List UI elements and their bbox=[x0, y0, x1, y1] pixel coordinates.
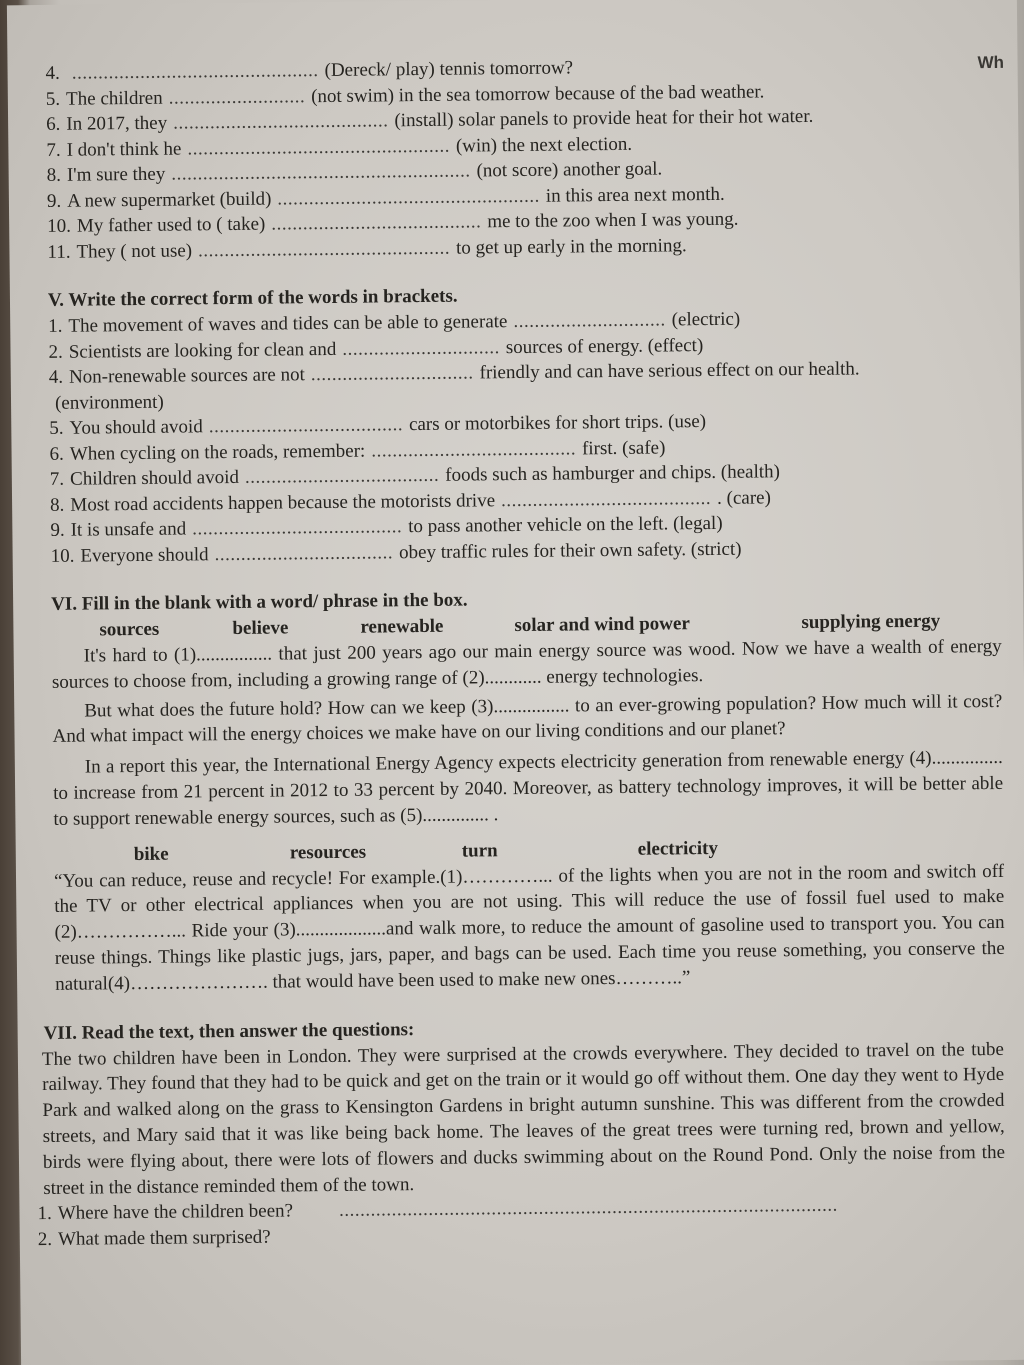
section-iv-exercise bbox=[45, 51, 997, 265]
section-v-exercise bbox=[48, 304, 1001, 569]
answer-blank[interactable]: ........................................ bbox=[500, 487, 712, 511]
item-text: I'm sure they bbox=[66, 163, 166, 186]
answer-blank[interactable]: ........................................ bbox=[192, 516, 403, 540]
item-text: A new supermarket (build) bbox=[67, 188, 272, 212]
item-number: 7. bbox=[49, 468, 65, 490]
item-text: Most road accidents happen because the motorists drive bbox=[70, 489, 496, 516]
item-text: It is unsafe and bbox=[70, 518, 187, 541]
box-word: believe bbox=[232, 617, 289, 639]
item-text-after: (electric) bbox=[671, 308, 741, 331]
item-number: 8. bbox=[50, 494, 65, 516]
item-text-after: foods such as hamburger and chips. (health) bbox=[445, 461, 781, 486]
answer-blank[interactable]: ............................. bbox=[513, 309, 666, 333]
box-word: bike bbox=[133, 843, 169, 865]
item-number: 10. bbox=[50, 545, 75, 567]
item-text-after: (install) solar panels to provide heat for their hot water. bbox=[394, 105, 814, 132]
item-text: You should avoid bbox=[69, 416, 203, 439]
item-text-after: (not swim) in the sea tomorrow because of the bad weather. bbox=[311, 80, 765, 107]
questions-list bbox=[37, 1191, 1007, 1252]
answer-blank[interactable]: .................................. bbox=[214, 541, 394, 565]
item-text: When cycling on the roads, remember: bbox=[69, 440, 366, 465]
answer-blank[interactable]: ..................................... bbox=[244, 464, 440, 488]
answer-blank[interactable]: ......................................... bbox=[173, 110, 389, 134]
question-number: 2. bbox=[37, 1228, 53, 1250]
section-v-heading: V. Write the correct form of the words in brackets. bbox=[47, 285, 458, 311]
item-text: In 2017, they bbox=[66, 112, 168, 135]
box-word: supplying energy bbox=[801, 610, 941, 634]
item-number: 6. bbox=[49, 443, 64, 465]
item-text-after: (not score) another goal. bbox=[476, 158, 663, 182]
item-number: 11. bbox=[47, 241, 71, 263]
answer-blank[interactable]: .................................................. bbox=[187, 135, 451, 159]
question-number: 1. bbox=[37, 1203, 52, 1225]
box-word: sources bbox=[99, 618, 160, 641]
passage-1-paragraph: But what does the future hold? How can we keep (3)................ to an ever-growing population? How much will it cost? And what impact will the energy choices we make have on our living conditions and our planet? bbox=[52, 690, 1003, 748]
item-number: 6. bbox=[46, 113, 61, 135]
item-number: 4. bbox=[45, 62, 60, 84]
worksheet-page bbox=[7, 0, 1024, 1365]
section-vi-heading: VI. Fill in the blank with a word/ phrase in the box. bbox=[51, 589, 468, 615]
item-text: They ( not use) bbox=[76, 239, 193, 263]
item-text-after: me to the zoo when I was young. bbox=[487, 208, 739, 233]
answer-blank[interactable]: ................................................ bbox=[197, 237, 451, 261]
item-text: The children bbox=[66, 87, 163, 110]
box-word: resources bbox=[289, 841, 367, 863]
box-word: renewable bbox=[360, 615, 444, 638]
item-text: My father used to ( take) bbox=[76, 213, 266, 237]
item-number: 2. bbox=[48, 341, 63, 363]
item-text: Non-renewable sources are not bbox=[68, 364, 305, 388]
item-text-after: cars or motorbikes for short trips. (use) bbox=[408, 411, 707, 436]
item-number: 9. bbox=[50, 519, 65, 541]
answer-blank[interactable]: ..................................... bbox=[208, 414, 404, 438]
item-number: 5. bbox=[49, 417, 64, 439]
answer-blank[interactable]: .......................... bbox=[168, 85, 306, 109]
box-word: turn bbox=[461, 839, 498, 862]
item-text-after: obey traffic rules for their own safety. (strict) bbox=[399, 538, 742, 563]
item-text: Everyone should bbox=[80, 543, 209, 567]
item-text: I don't think he bbox=[66, 138, 182, 161]
item-text-after: (Dereck/ play) tennis tomorrow? bbox=[324, 57, 574, 82]
item-text: Children should avoid bbox=[69, 466, 240, 490]
item-number: 5. bbox=[45, 88, 61, 110]
section-vii-heading: VII. Read the text, then answer the questions: bbox=[43, 1018, 415, 1044]
item-text-after: in this area next month. bbox=[545, 183, 725, 207]
item-text-after: friendly and can have serious effect on our health. bbox=[479, 358, 860, 384]
item-number: 8. bbox=[46, 164, 62, 186]
margin-note-text: Wh bbox=[977, 52, 1005, 73]
answer-blank[interactable]: ............................................... bbox=[71, 60, 319, 84]
item-number: 9. bbox=[46, 190, 62, 212]
answer-blank[interactable]: ........................................ bbox=[271, 211, 482, 235]
item-number: 4. bbox=[48, 366, 64, 388]
answer-blank[interactable]: ............................... bbox=[310, 362, 474, 386]
item-text-after: to get up early in the morning. bbox=[455, 234, 687, 259]
item-number: 1. bbox=[48, 315, 63, 337]
reading-passage: The two children have been in London. They were surprised at the crowds everywhere. They decided to travel on the tube railway. They found that they had to be quick and get on the train or it would go off without them. One day they went to Hyde Park and walked along on the grass to Kensington Gardens in bright autumn sunshine. This was different from the crowded streets, and Mary said that it was like being back home. The leaves of the great trees were turning red, brown and yellow, birds were flying about, there were lots of flowers and ducks swimming about on the Round Pond. Only the noise from the street in the distance reminded them of the town. bbox=[41, 1038, 1006, 1199]
passage-1-paragraph: It's hard to (1)................ that just 200 years ago our main energy source was wood. Now we have a wealth of energy sources to choose from, including a growing range of (2)............ energy technologies. bbox=[51, 635, 1002, 693]
question-text: What made them surprised? bbox=[57, 1226, 271, 1250]
item-text: The movement of waves and tides can be able to generate bbox=[68, 311, 508, 337]
item-text-after: sources of energy. (effect) bbox=[505, 334, 704, 358]
item-number: 7. bbox=[46, 139, 61, 161]
answer-blank[interactable]: ......................................................... bbox=[171, 160, 471, 185]
passage-2-paragraph: “You can reduce, reuse and recycle! For example.(1)…………... of the lights when you are not in the room and switch off the TV or other electrical appliances when you are not using. This will reduce the use of fossil fuel used to make (2)……………... Ride your (3)...................and walk more, to reduce the amount of gasoline used to transport you. You can reuse things. Things like plastic jugs, jars, paper, and bags can be used. Each time you reuse something, you conserve the natural(4)…………………. that would have been used to make new ones………..” bbox=[53, 860, 1005, 995]
item-number: 10. bbox=[47, 215, 72, 237]
item-text-after: to pass another vehicle on the left. (legal) bbox=[408, 512, 723, 538]
answer-blank[interactable]: ....................................... bbox=[371, 437, 577, 462]
item-text: Scientists are looking for clean and bbox=[68, 338, 337, 363]
answer-blank[interactable]: .............................. bbox=[342, 336, 500, 360]
box-word: solar and wind power bbox=[514, 613, 690, 637]
worksheet-content bbox=[37, 51, 1007, 1252]
answer-blank[interactable]: ............................................................................................... bbox=[338, 1195, 838, 1222]
question-text: Where have the children been? bbox=[57, 1200, 294, 1225]
item-text-after: . (care) bbox=[716, 486, 771, 509]
answer-blank[interactable]: .................................................. bbox=[277, 185, 540, 210]
passage-1-paragraph: In a report this year, the International Energy Agency expects electricity generation from renewable energy (4)............... to increase from 21 percent in 2012 to 33 percent by 2040. Moreover, as battery technology improves, it will be better able to support renewable energy sources, such as (5).............. . bbox=[53, 747, 1004, 830]
box-word: electricity bbox=[637, 837, 719, 860]
item-text-after: (win) the next election. bbox=[455, 133, 633, 157]
item-text-after: first. (safe) bbox=[581, 436, 666, 459]
item-text: (environment) bbox=[54, 391, 164, 414]
